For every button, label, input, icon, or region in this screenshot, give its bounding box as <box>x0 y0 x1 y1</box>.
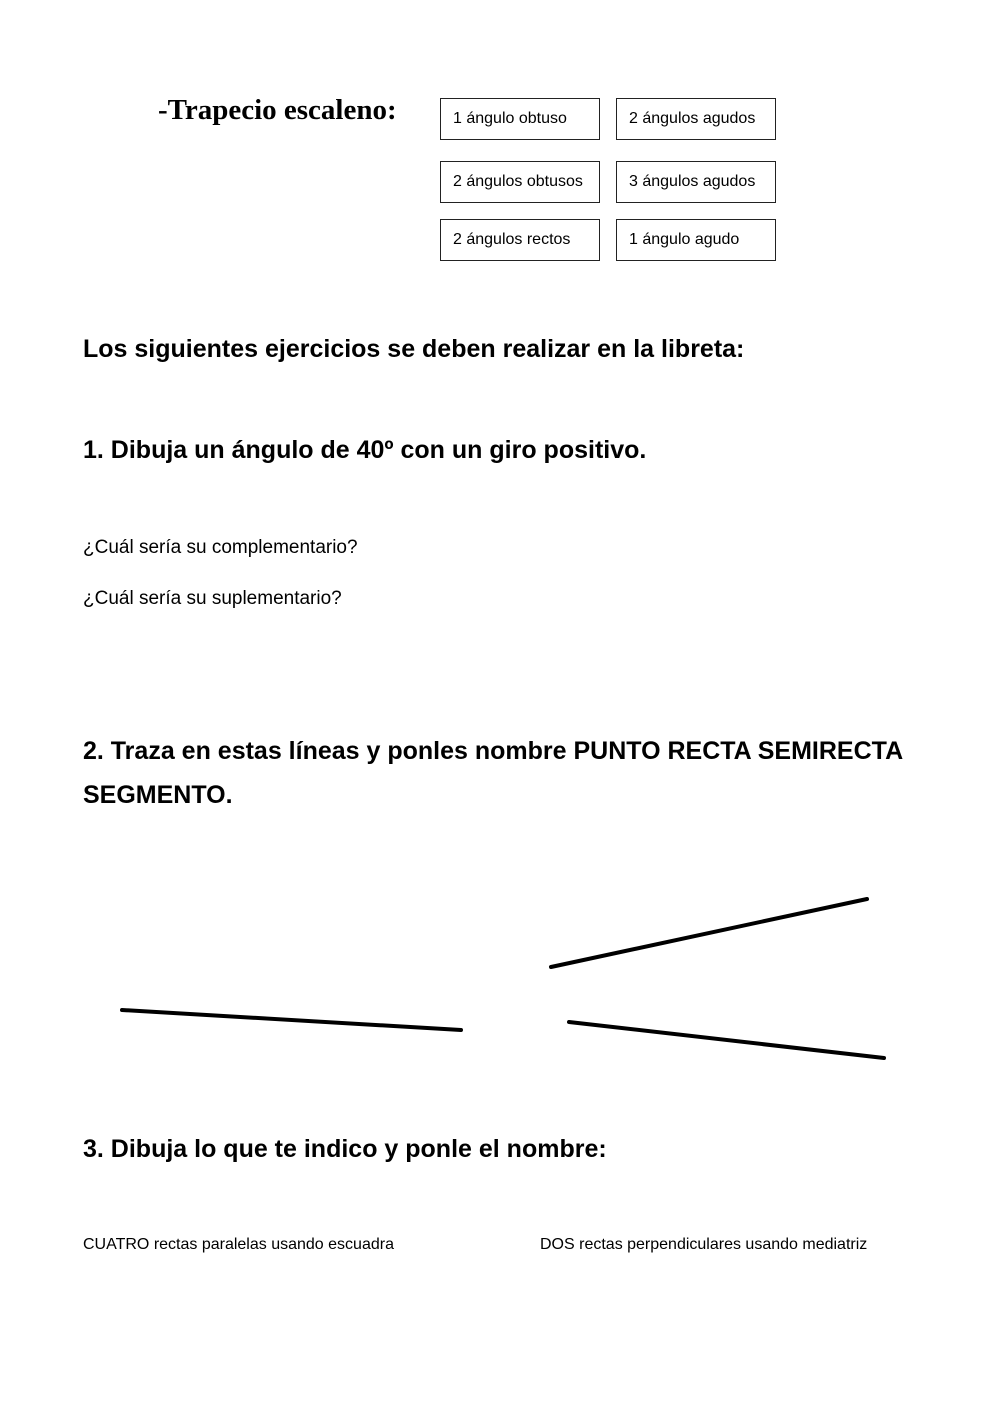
exercise-3-title: 3. Dibuja lo que te indico y ponle el nombre: <box>83 1135 607 1163</box>
option-1-angulo-agudo[interactable]: 1 ángulo agudo <box>616 219 776 261</box>
option-2-angulos-rectos[interactable]: 2 ángulos rectos <box>440 219 600 261</box>
exercise-3-right-instruction: DOS rectas perpendiculares usando mediatriz <box>540 1236 868 1253</box>
exercise-3-left-instruction: CUATRO rectas paralelas usando escuadra <box>83 1236 394 1253</box>
exercise-2-title-line-2: SEGMENTO. <box>83 781 233 809</box>
option-2-angulos-obtusos[interactable]: 2 ángulos obtusos <box>440 161 600 203</box>
intro-heading: Los siguientes ejercicios se deben realizar en la libreta: <box>83 335 745 363</box>
exercise-1-question-complementario: ¿Cuál sería su complementario? <box>83 537 358 558</box>
trapecio-title: -Trapecio escaleno: <box>158 94 397 126</box>
line-top-right <box>551 899 867 967</box>
line-bottom-right <box>569 1022 884 1058</box>
exercise-1-title: 1. Dibuja un ángulo de 40º con un giro positivo. <box>83 436 647 464</box>
option-2-angulos-agudos[interactable]: 2 ángulos agudos <box>616 98 776 140</box>
option-1-angulo-obtuso[interactable]: 1 ángulo obtuso <box>440 98 600 140</box>
option-3-angulos-agudos[interactable]: 3 ángulos agudos <box>616 161 776 203</box>
line-left <box>122 1010 461 1030</box>
exercise-1-question-suplementario: ¿Cuál sería su suplementario? <box>83 588 342 609</box>
exercise-2-title-line-1: 2. Traza en estas líneas y ponles nombre PUNTO RECTA SEMIRECTA <box>83 737 904 765</box>
